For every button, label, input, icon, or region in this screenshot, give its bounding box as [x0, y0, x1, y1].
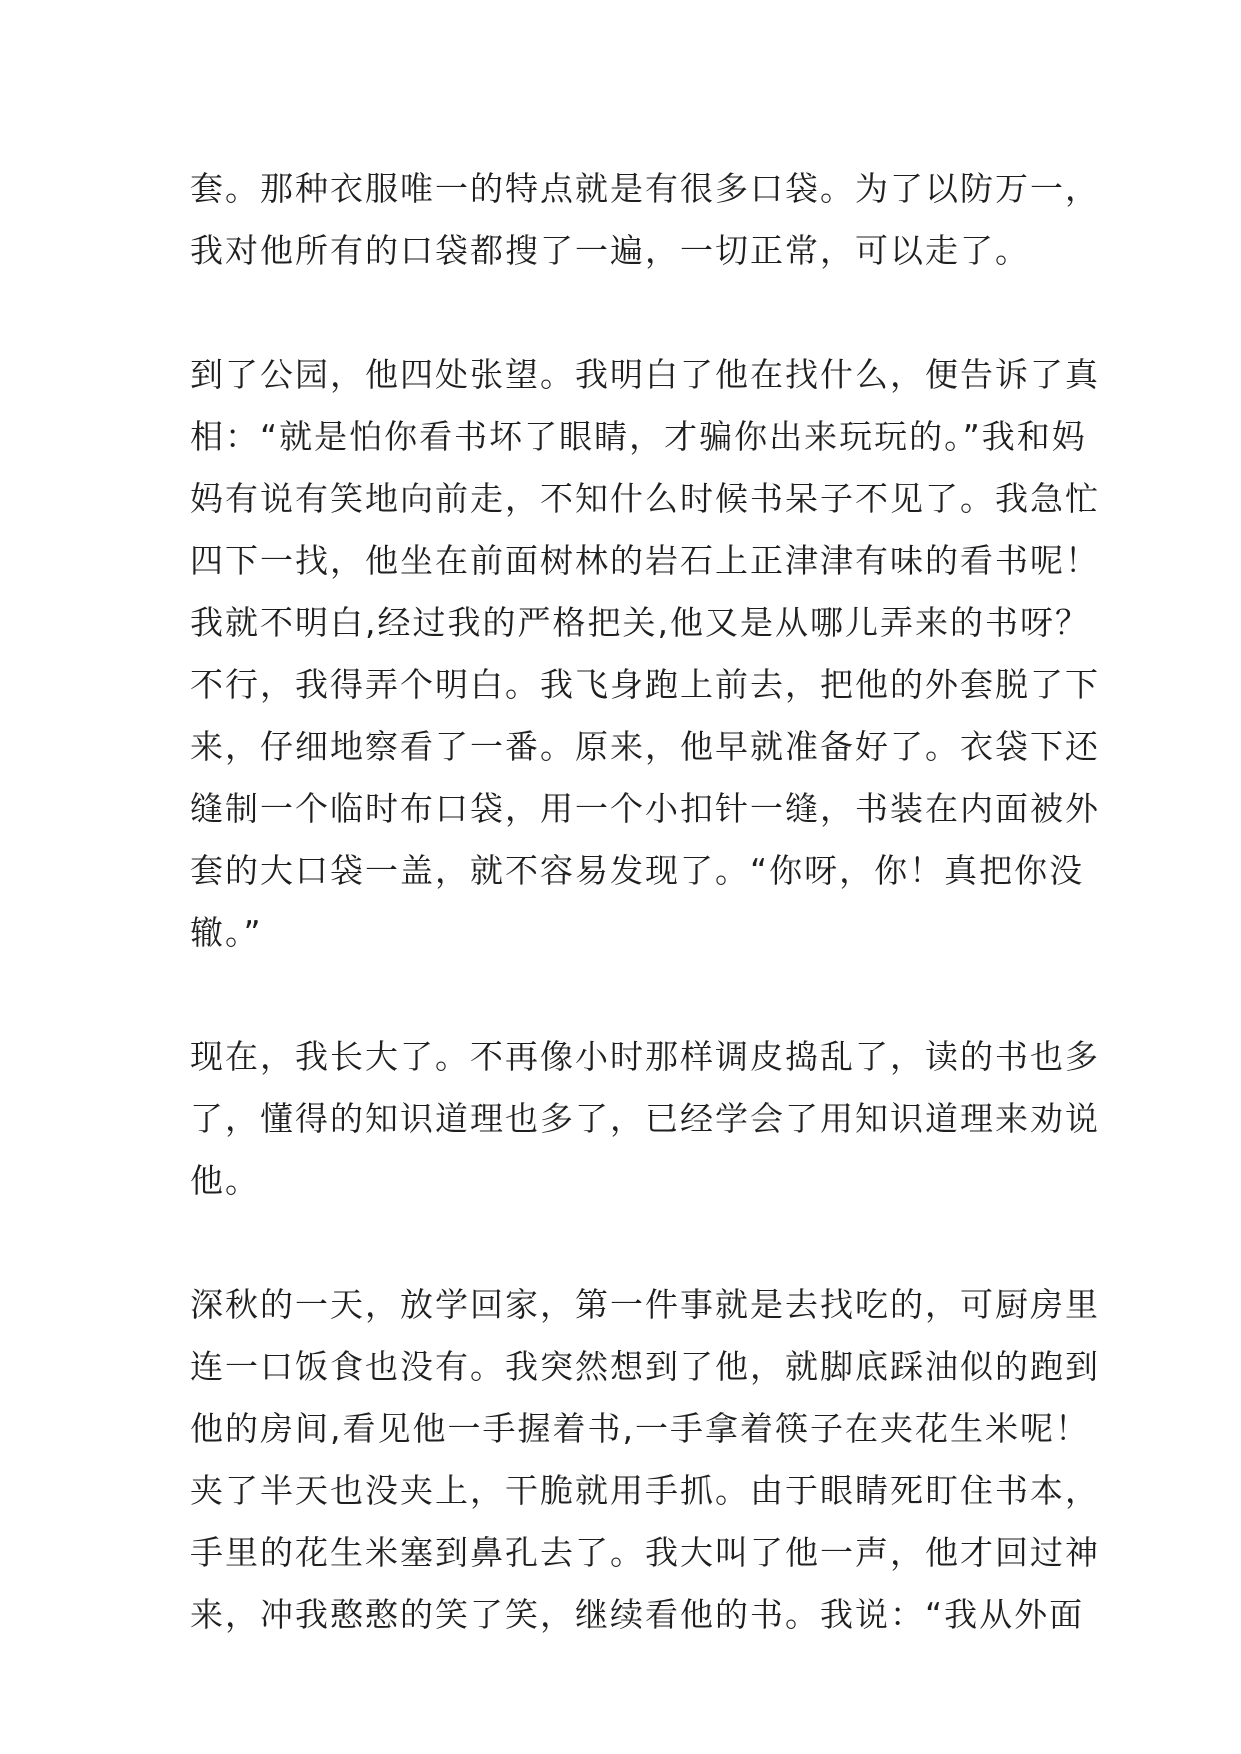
text-line: 套。那种衣服唯一的特点就是有很多口袋。为了以防万一， — [190, 169, 1100, 208]
document-body — [190, 158, 1100, 1646]
text-line: 缝制一个临时布口袋，用一个小扣针一缝，书装在内面被外 — [190, 789, 1100, 828]
paragraph-1 — [190, 158, 1100, 282]
text-line: 到了公园，他四处张望。我明白了他在找什么，便告诉了真 — [190, 355, 1100, 394]
text-line: 手里的花生米塞到鼻孔去了。我大叫了他一声，他才回过神 — [190, 1533, 1100, 1572]
text-line: 辙。” — [190, 913, 263, 952]
text-line: 他的房间,看见他一手握着书,一手拿着筷子在夹花生米呢！ — [190, 1409, 1090, 1448]
text-line: 四下一找，他坐在前面树林的岩石上正津津有味的看书呢！ — [190, 541, 1100, 580]
paragraph-4 — [190, 1274, 1100, 1646]
text-line: 来，仔细地察看了一番。原来，他早就准备好了。衣袋下还 — [190, 727, 1100, 766]
text-line: 深秋的一天，放学回家，第一件事就是去找吃的，可厨房里 — [190, 1285, 1100, 1324]
text-line: 夹了半天也没夹上，干脆就用手抓。由于眼睛死盯住书本， — [190, 1471, 1100, 1510]
text-line: 我对他所有的口袋都搜了一遍，一切正常，可以走了。 — [190, 231, 1030, 270]
paragraph-2 — [190, 344, 1100, 964]
text-line: 他。 — [190, 1161, 260, 1200]
text-line: 妈有说有笑地向前走，不知什么时候书呆子不见了。我急忙 — [190, 479, 1100, 518]
paragraph-gap — [190, 964, 1060, 1026]
text-line: 连一口饭食也没有。我突然想到了他，就脚底踩油似的跑到 — [190, 1347, 1100, 1386]
text-line: 套的大口袋一盖，就不容易发现了。“你呀，你！真把你没 — [190, 851, 1085, 890]
text-line: 我就不明白,经过我的严格把关,他又是从哪儿弄来的书呀？ — [190, 603, 1090, 642]
text-line: 现在，我长大了。不再像小时那样调皮捣乱了，读的书也多 — [190, 1037, 1100, 1076]
paragraph-gap — [190, 1212, 1060, 1274]
text-line: 来，冲我憨憨的笑了笑，继续看他的书。我说：“我从外面 — [190, 1595, 1085, 1634]
paragraph-gap — [190, 282, 1060, 344]
text-line: 不行，我得弄个明白。我飞身跑上前去，把他的外套脱了下 — [190, 665, 1100, 704]
text-line: 相：“就是怕你看书坏了眼睛，才骗你出来玩玩的。”我和妈 — [190, 417, 1087, 456]
paragraph-3 — [190, 1026, 1100, 1212]
text-line: 了，懂得的知识道理也多了，已经学会了用知识道理来劝说 — [190, 1099, 1100, 1138]
